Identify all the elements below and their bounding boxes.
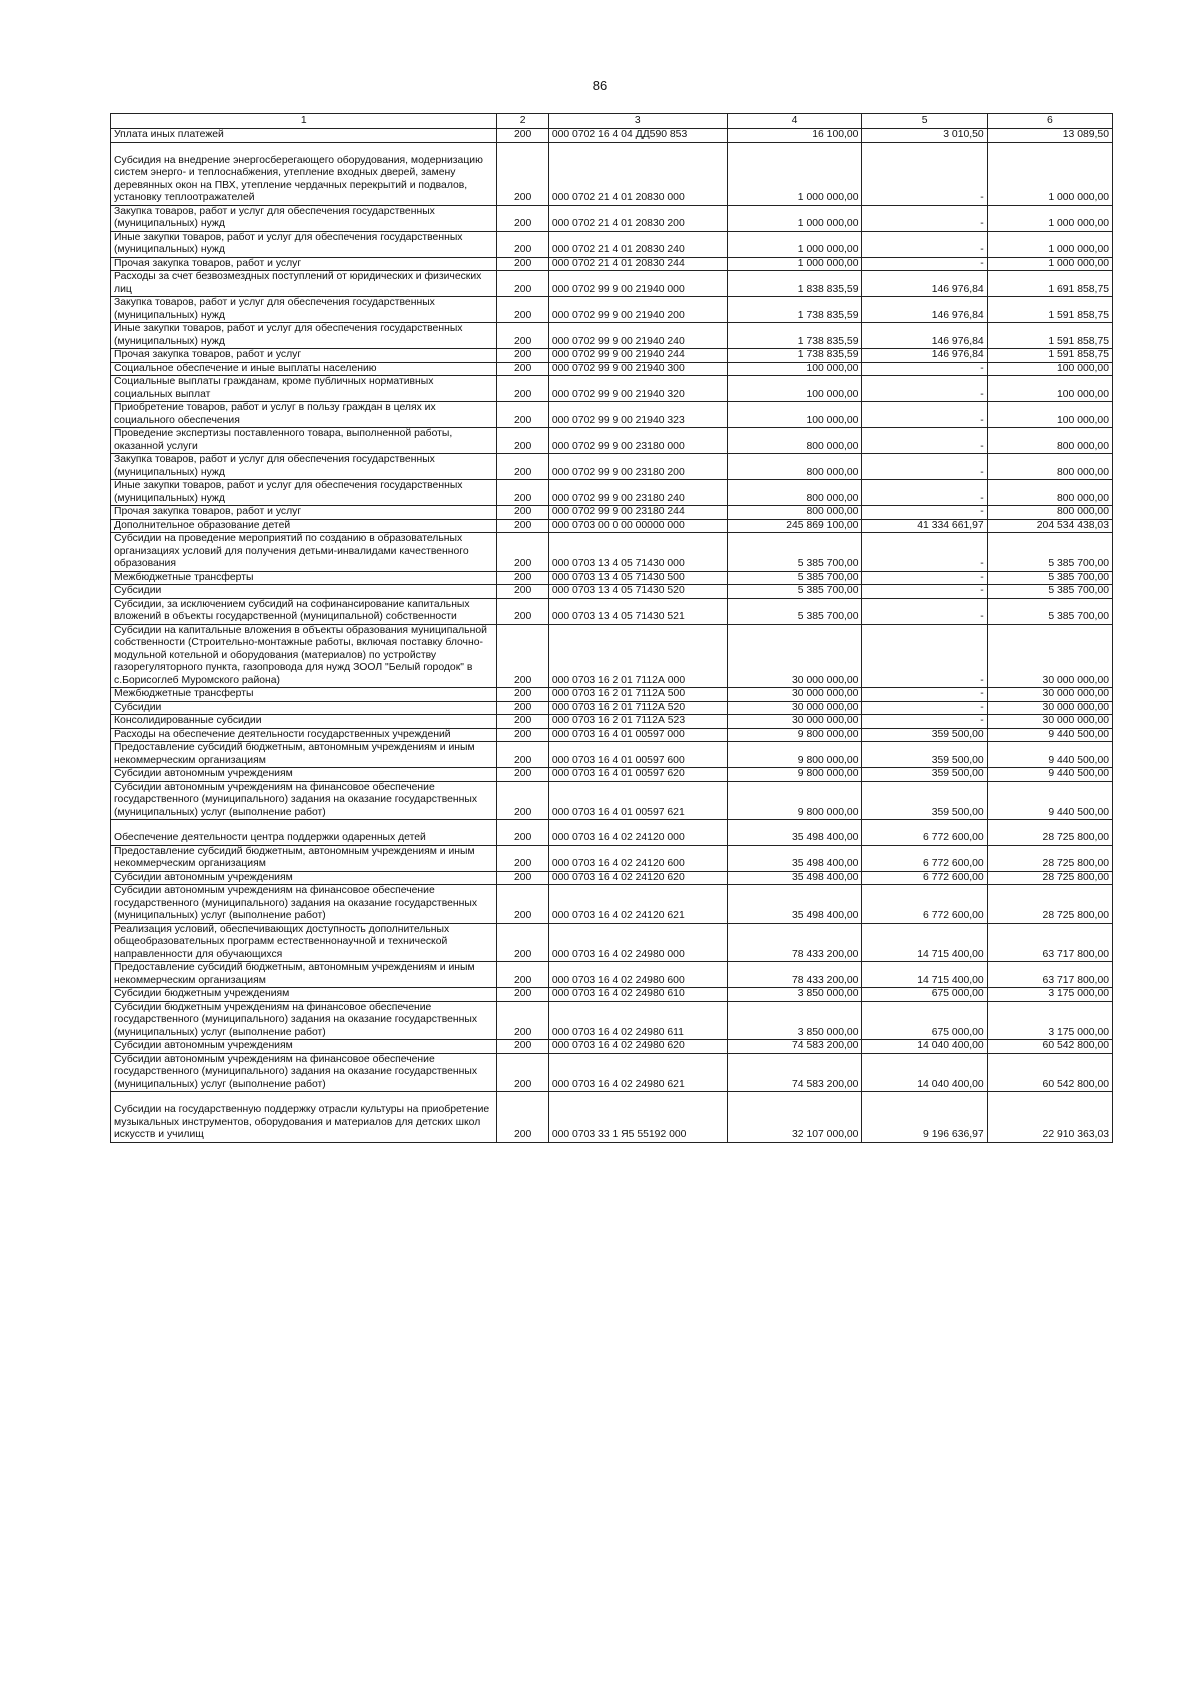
row-approved: 245 869 100,00 [727, 519, 862, 533]
row-admin-code: 200 [497, 962, 548, 988]
row-approved: 9 800 000,00 [727, 781, 862, 820]
row-remaining: 1 591 858,75 [987, 297, 1112, 323]
row-remaining: 5 385 700,00 [987, 571, 1112, 585]
row-admin-code: 200 [497, 142, 548, 205]
table-row [111, 480, 1113, 506]
row-name: Субсидии на государственную поддержку отрасли культуры на приобретение музыкальных инструментов, оборудования и материалов для детских школ искусств и училищ [111, 1092, 497, 1143]
row-budget-code: 000 0703 13 4 05 71430 000 [548, 533, 727, 572]
table-row [111, 231, 1113, 257]
row-approved: 1 738 835,59 [727, 323, 862, 349]
row-approved: 30 000 000,00 [727, 715, 862, 729]
row-executed: - [862, 480, 987, 506]
table-row [111, 701, 1113, 715]
row-remaining: 30 000 000,00 [987, 624, 1112, 688]
row-admin-code: 200 [497, 585, 548, 599]
row-remaining: 5 385 700,00 [987, 533, 1112, 572]
table-row [111, 820, 1113, 846]
row-admin-code: 200 [497, 257, 548, 271]
table-row [111, 297, 1113, 323]
row-approved: 35 498 400,00 [727, 820, 862, 846]
table-row [111, 271, 1113, 297]
table-row [111, 376, 1113, 402]
row-executed: - [862, 533, 987, 572]
row-remaining: 28 725 800,00 [987, 885, 1112, 924]
row-executed: 6 772 600,00 [862, 820, 987, 846]
header-col-2: 2 [497, 114, 548, 129]
row-executed: - [862, 598, 987, 624]
row-admin-code: 200 [497, 624, 548, 688]
row-budget-code: 000 0703 16 4 02 24980 000 [548, 923, 727, 962]
row-admin-code: 200 [497, 519, 548, 533]
table-row [111, 962, 1113, 988]
table-row [111, 506, 1113, 520]
row-name: Субсидии автономным учреждениям [111, 768, 497, 782]
row-name: Субсидии автономным учреждениям на финансовое обеспечение государственного (муниципального) задания на оказание государственных (муниципальных) услуг (выполнение работ) [111, 885, 497, 924]
row-budget-code: 000 0702 21 4 01 20830 000 [548, 142, 727, 205]
row-admin-code: 200 [497, 688, 548, 702]
row-remaining: 1 591 858,75 [987, 323, 1112, 349]
table-row [111, 768, 1113, 782]
row-name: Реализация условий, обеспечивающих доступность дополнительных общеобразовательных программ естественнонаучной и технической направленности для обучающихся [111, 923, 497, 962]
row-budget-code: 000 0703 16 4 01 00597 621 [548, 781, 727, 820]
row-name: Прочая закупка товаров, работ и услуг [111, 349, 497, 363]
row-admin-code: 200 [497, 402, 548, 428]
row-admin-code: 200 [497, 323, 548, 349]
row-budget-code: 000 0703 13 4 05 71430 500 [548, 571, 727, 585]
row-remaining: 30 000 000,00 [987, 701, 1112, 715]
row-admin-code: 200 [497, 506, 548, 520]
row-remaining: 9 440 500,00 [987, 781, 1112, 820]
table-row [111, 715, 1113, 729]
row-name: Социальные выплаты гражданам, кроме публичных нормативных социальных выплат [111, 376, 497, 402]
row-budget-code: 000 0703 16 4 02 24120 621 [548, 885, 727, 924]
row-remaining: 3 175 000,00 [987, 988, 1112, 1002]
row-remaining: 800 000,00 [987, 454, 1112, 480]
table-row [111, 885, 1113, 924]
row-budget-code: 000 0703 16 2 01 7112А 523 [548, 715, 727, 729]
row-name: Дополнительное образование детей [111, 519, 497, 533]
row-approved: 74 583 200,00 [727, 1040, 862, 1054]
row-executed: - [862, 624, 987, 688]
table-row [111, 1092, 1113, 1143]
row-remaining: 1 000 000,00 [987, 257, 1112, 271]
row-admin-code: 200 [497, 480, 548, 506]
row-name: Межбюджетные трансферты [111, 571, 497, 585]
row-executed: - [862, 257, 987, 271]
row-budget-code: 000 0702 16 4 04 ДД590 853 [548, 129, 727, 143]
row-budget-code: 000 0703 16 4 02 24980 611 [548, 1001, 727, 1040]
row-approved: 35 498 400,00 [727, 871, 862, 885]
row-admin-code: 200 [497, 129, 548, 143]
row-name: Предоставление субсидий бюджетным, автономным учреждениям и иным некоммерческим организациям [111, 742, 497, 768]
table-row [111, 257, 1113, 271]
row-approved: 35 498 400,00 [727, 885, 862, 924]
table-row [111, 845, 1113, 871]
row-admin-code: 200 [497, 885, 548, 924]
row-name: Субсидии автономным учреждениям [111, 871, 497, 885]
row-remaining: 800 000,00 [987, 480, 1112, 506]
row-remaining: 204 534 438,03 [987, 519, 1112, 533]
row-remaining: 9 440 500,00 [987, 768, 1112, 782]
row-budget-code: 000 0703 33 1 Я5 55192 000 [548, 1092, 727, 1143]
row-name: Консолидированные субсидии [111, 715, 497, 729]
row-name: Межбюджетные трансферты [111, 688, 497, 702]
row-admin-code: 200 [497, 820, 548, 846]
row-budget-code: 000 0702 99 9 00 21940 200 [548, 297, 727, 323]
row-approved: 74 583 200,00 [727, 1053, 862, 1092]
row-executed: 146 976,84 [862, 297, 987, 323]
row-approved: 800 000,00 [727, 428, 862, 454]
table-row [111, 742, 1113, 768]
row-remaining: 1 000 000,00 [987, 142, 1112, 205]
row-approved: 1 738 835,59 [727, 349, 862, 363]
row-admin-code: 200 [497, 781, 548, 820]
table-row [111, 871, 1113, 885]
row-executed: - [862, 231, 987, 257]
row-remaining: 22 910 363,03 [987, 1092, 1112, 1143]
table-row [111, 454, 1113, 480]
row-approved: 800 000,00 [727, 506, 862, 520]
row-budget-code: 000 0702 99 9 00 23180 200 [548, 454, 727, 480]
row-approved: 100 000,00 [727, 376, 862, 402]
row-remaining: 3 175 000,00 [987, 1001, 1112, 1040]
row-executed: 14 040 400,00 [862, 1040, 987, 1054]
row-admin-code: 200 [497, 362, 548, 376]
row-budget-code: 000 0702 99 9 00 21940 320 [548, 376, 727, 402]
row-executed: 6 772 600,00 [862, 845, 987, 871]
header-row [111, 114, 1113, 129]
row-remaining: 100 000,00 [987, 402, 1112, 428]
row-executed: - [862, 402, 987, 428]
row-budget-code: 000 0703 16 4 01 00597 620 [548, 768, 727, 782]
row-name: Субсидии автономным учреждениям на финансовое обеспечение государственного (муниципального) задания на оказание государственных (муниципальных) услуг (выполнение работ) [111, 781, 497, 820]
row-name: Субсидии, за исключением субсидий на софинансирование капитальных вложений в объекты государственной (муниципальной) собственности [111, 598, 497, 624]
row-remaining: 63 717 800,00 [987, 923, 1112, 962]
row-approved: 78 433 200,00 [727, 962, 862, 988]
row-remaining: 5 385 700,00 [987, 585, 1112, 599]
header-col-1: 1 [111, 114, 497, 129]
row-approved: 30 000 000,00 [727, 701, 862, 715]
row-name: Приобретение товаров, работ и услуг в пользу граждан в целях их социального обеспечения [111, 402, 497, 428]
row-approved: 3 850 000,00 [727, 1001, 862, 1040]
row-approved: 1 738 835,59 [727, 297, 862, 323]
row-remaining: 1 591 858,75 [987, 349, 1112, 363]
row-approved: 5 385 700,00 [727, 571, 862, 585]
row-admin-code: 200 [497, 454, 548, 480]
row-budget-code: 000 0703 16 4 01 00597 600 [548, 742, 727, 768]
row-remaining: 1 000 000,00 [987, 205, 1112, 231]
row-name: Закупка товаров, работ и услуг для обеспечения государственных (муниципальных) нужд [111, 297, 497, 323]
table-row [111, 362, 1113, 376]
row-remaining: 30 000 000,00 [987, 688, 1112, 702]
row-remaining: 63 717 800,00 [987, 962, 1112, 988]
row-budget-code: 000 0703 16 2 01 7112А 520 [548, 701, 727, 715]
row-remaining: 800 000,00 [987, 428, 1112, 454]
row-budget-code: 000 0703 16 2 01 7112А 500 [548, 688, 727, 702]
row-admin-code: 200 [497, 231, 548, 257]
row-name: Прочая закупка товаров, работ и услуг [111, 257, 497, 271]
row-budget-code: 000 0703 13 4 05 71430 520 [548, 585, 727, 599]
row-admin-code: 200 [497, 988, 548, 1002]
row-executed: 359 500,00 [862, 742, 987, 768]
row-name: Субсидии автономным учреждениям [111, 1040, 497, 1054]
row-executed: - [862, 688, 987, 702]
row-admin-code: 200 [497, 871, 548, 885]
row-remaining: 28 725 800,00 [987, 871, 1112, 885]
row-executed: 14 040 400,00 [862, 1053, 987, 1092]
row-admin-code: 200 [497, 728, 548, 742]
row-admin-code: 200 [497, 428, 548, 454]
row-name: Закупка товаров, работ и услуг для обеспечения государственных (муниципальных) нужд [111, 454, 497, 480]
row-executed: 146 976,84 [862, 323, 987, 349]
table-row [111, 533, 1113, 572]
row-name: Расходы за счет безвозмездных поступлений от юридических и физических лиц [111, 271, 497, 297]
row-name: Предоставление субсидий бюджетным, автономным учреждениям и иным некоммерческим организациям [111, 845, 497, 871]
row-remaining: 1 000 000,00 [987, 231, 1112, 257]
row-executed: 3 010,50 [862, 129, 987, 143]
table-row [111, 205, 1113, 231]
row-admin-code: 200 [497, 271, 548, 297]
row-remaining: 800 000,00 [987, 506, 1112, 520]
row-approved: 30 000 000,00 [727, 624, 862, 688]
header-col-3: 3 [548, 114, 727, 129]
row-admin-code: 200 [497, 1040, 548, 1054]
row-budget-code: 000 0703 00 0 00 00000 000 [548, 519, 727, 533]
row-name: Субсидии [111, 585, 497, 599]
row-admin-code: 200 [497, 571, 548, 585]
row-name: Прочая закупка товаров, работ и услуг [111, 506, 497, 520]
row-name: Субсидии [111, 701, 497, 715]
row-executed: - [862, 205, 987, 231]
row-executed: 14 715 400,00 [862, 923, 987, 962]
row-budget-code: 000 0703 16 4 02 24980 600 [548, 962, 727, 988]
row-name: Обеспечение деятельности центра поддержки одаренных детей [111, 820, 497, 846]
row-executed: 9 196 636,97 [862, 1092, 987, 1143]
row-name: Иные закупки товаров, работ и услуг для обеспечения государственных (муниципальных) нужд [111, 480, 497, 506]
row-admin-code: 200 [497, 533, 548, 572]
row-remaining: 5 385 700,00 [987, 598, 1112, 624]
row-admin-code: 200 [497, 845, 548, 871]
row-name: Предоставление субсидий бюджетным, автономным учреждениям и иным некоммерческим организациям [111, 962, 497, 988]
table-row [111, 781, 1113, 820]
row-budget-code: 000 0702 21 4 01 20830 200 [548, 205, 727, 231]
row-approved: 9 800 000,00 [727, 728, 862, 742]
row-remaining: 100 000,00 [987, 376, 1112, 402]
row-admin-code: 200 [497, 923, 548, 962]
table-row [111, 585, 1113, 599]
row-budget-code: 000 0702 99 9 00 23180 000 [548, 428, 727, 454]
row-approved: 3 850 000,00 [727, 988, 862, 1002]
row-budget-code: 000 0703 16 4 02 24980 610 [548, 988, 727, 1002]
row-executed: 359 500,00 [862, 768, 987, 782]
row-budget-code: 000 0703 16 2 01 7112А 000 [548, 624, 727, 688]
row-executed: 14 715 400,00 [862, 962, 987, 988]
row-approved: 1 000 000,00 [727, 205, 862, 231]
row-approved: 16 100,00 [727, 129, 862, 143]
row-executed: - [862, 585, 987, 599]
row-budget-code: 000 0702 99 9 00 21940 300 [548, 362, 727, 376]
table-row [111, 571, 1113, 585]
row-budget-code: 000 0703 16 4 01 00597 000 [548, 728, 727, 742]
row-approved: 32 107 000,00 [727, 1092, 862, 1143]
row-name: Субсидии автономным учреждениям на финансовое обеспечение государственного (муниципального) задания на оказание государственных (муниципальных) услуг (выполнение работ) [111, 1053, 497, 1092]
row-executed: - [862, 428, 987, 454]
row-name: Закупка товаров, работ и услуг для обеспечения государственных (муниципальных) нужд [111, 205, 497, 231]
header-col-6: 6 [987, 114, 1112, 129]
row-approved: 5 385 700,00 [727, 598, 862, 624]
row-admin-code: 200 [497, 768, 548, 782]
row-budget-code: 000 0703 16 4 02 24980 621 [548, 1053, 727, 1092]
row-admin-code: 200 [497, 715, 548, 729]
header-col-4: 4 [727, 114, 862, 129]
row-executed: 6 772 600,00 [862, 871, 987, 885]
row-remaining: 28 725 800,00 [987, 820, 1112, 846]
row-budget-code: 000 0702 21 4 01 20830 240 [548, 231, 727, 257]
row-approved: 9 800 000,00 [727, 742, 862, 768]
row-budget-code: 000 0703 16 4 02 24120 000 [548, 820, 727, 846]
row-executed: - [862, 142, 987, 205]
row-approved: 100 000,00 [727, 402, 862, 428]
row-admin-code: 200 [497, 1053, 548, 1092]
row-executed: - [862, 376, 987, 402]
row-admin-code: 200 [497, 1001, 548, 1040]
row-admin-code: 200 [497, 205, 548, 231]
row-budget-code: 000 0702 99 9 00 23180 240 [548, 480, 727, 506]
page-number: 86 [592, 78, 608, 93]
row-executed: - [862, 701, 987, 715]
row-budget-code: 000 0702 21 4 01 20830 244 [548, 257, 727, 271]
row-remaining: 13 089,50 [987, 129, 1112, 143]
row-executed: - [862, 506, 987, 520]
row-approved: 800 000,00 [727, 480, 862, 506]
row-executed: 675 000,00 [862, 1001, 987, 1040]
row-remaining: 28 725 800,00 [987, 845, 1112, 871]
table-row [111, 728, 1113, 742]
row-remaining: 9 440 500,00 [987, 728, 1112, 742]
row-admin-code: 200 [497, 297, 548, 323]
row-admin-code: 200 [497, 598, 548, 624]
header-col-5: 5 [862, 114, 987, 129]
row-executed: - [862, 715, 987, 729]
row-executed: 41 334 661,97 [862, 519, 987, 533]
row-approved: 100 000,00 [727, 362, 862, 376]
table-row [111, 1040, 1113, 1054]
row-budget-code: 000 0703 16 4 02 24980 620 [548, 1040, 727, 1054]
row-name: Субсидия на внедрение энергосберегающего оборудования, модернизацию систем энерго- и теплоснабжения, утепление входных дверей, замену деревянных окон на ПВХ, утепление чердачных перекрытий и подвалов, установку теплоотражателей [111, 142, 497, 205]
row-approved: 1 000 000,00 [727, 142, 862, 205]
table-row [111, 1001, 1113, 1040]
row-name: Субсидии на капитальные вложения в объекты образования муниципальной собственности (Строительно-монтажные работы, включая поставку блочно-модульной котельной и оборудования (материалов) по устройству газорегуляторного пункта, газопровода для нужд ЗООЛ "Белый городок" в с.Борисоглеб Муромского района) [111, 624, 497, 688]
row-admin-code: 200 [497, 1092, 548, 1143]
row-remaining: 60 542 800,00 [987, 1040, 1112, 1054]
row-budget-code: 000 0702 99 9 00 21940 244 [548, 349, 727, 363]
row-budget-code: 000 0702 99 9 00 23180 244 [548, 506, 727, 520]
table-row [111, 349, 1113, 363]
row-approved: 35 498 400,00 [727, 845, 862, 871]
row-name: Уплата иных платежей [111, 129, 497, 143]
row-remaining: 9 440 500,00 [987, 742, 1112, 768]
row-executed: - [862, 454, 987, 480]
row-executed: 359 500,00 [862, 728, 987, 742]
table-row [111, 688, 1113, 702]
table-row [111, 323, 1113, 349]
row-admin-code: 200 [497, 376, 548, 402]
row-executed: - [862, 362, 987, 376]
row-budget-code: 000 0703 16 4 02 24120 620 [548, 871, 727, 885]
row-name: Субсидии бюджетным учреждениям [111, 988, 497, 1002]
row-remaining: 60 542 800,00 [987, 1053, 1112, 1092]
table-row [111, 519, 1113, 533]
table-row [111, 923, 1113, 962]
row-budget-code: 000 0703 16 4 02 24120 600 [548, 845, 727, 871]
table-row [111, 142, 1113, 205]
row-name: Расходы на обеспечение деятельности государственных учреждений [111, 728, 497, 742]
row-approved: 9 800 000,00 [727, 768, 862, 782]
table-row [111, 428, 1113, 454]
row-executed: 675 000,00 [862, 988, 987, 1002]
row-approved: 1 000 000,00 [727, 257, 862, 271]
row-name: Проведение экспертизы поставленного товара, выполненной работы, оказанной услуги [111, 428, 497, 454]
row-remaining: 1 691 858,75 [987, 271, 1112, 297]
row-admin-code: 200 [497, 701, 548, 715]
row-executed: 6 772 600,00 [862, 885, 987, 924]
row-approved: 1 838 835,59 [727, 271, 862, 297]
row-approved: 800 000,00 [727, 454, 862, 480]
row-remaining: 100 000,00 [987, 362, 1112, 376]
row-approved: 5 385 700,00 [727, 585, 862, 599]
table-row [111, 598, 1113, 624]
row-budget-code: 000 0702 99 9 00 21940 000 [548, 271, 727, 297]
row-approved: 78 433 200,00 [727, 923, 862, 962]
table-row [111, 129, 1113, 143]
row-budget-code: 000 0702 99 9 00 21940 240 [548, 323, 727, 349]
row-name: Субсидии бюджетным учреждениям на финансовое обеспечение государственного (муниципального) задания на оказание государственных (муниципальных) услуг (выполнение работ) [111, 1001, 497, 1040]
row-approved: 1 000 000,00 [727, 231, 862, 257]
table-row [111, 624, 1113, 688]
table-row [111, 1053, 1113, 1092]
table-row [111, 988, 1113, 1002]
row-budget-code: 000 0702 99 9 00 21940 323 [548, 402, 727, 428]
row-executed: 146 976,84 [862, 271, 987, 297]
row-approved: 5 385 700,00 [727, 533, 862, 572]
row-name: Социальное обеспечение и иные выплаты населению [111, 362, 497, 376]
table-row [111, 402, 1113, 428]
row-admin-code: 200 [497, 349, 548, 363]
row-budget-code: 000 0703 13 4 05 71430 521 [548, 598, 727, 624]
row-executed: 359 500,00 [862, 781, 987, 820]
row-remaining: 30 000 000,00 [987, 715, 1112, 729]
budget-table [110, 113, 1113, 1143]
row-executed: - [862, 571, 987, 585]
row-approved: 30 000 000,00 [727, 688, 862, 702]
row-executed: 146 976,84 [862, 349, 987, 363]
row-admin-code: 200 [497, 742, 548, 768]
row-name: Субсидии на проведение мероприятий по созданию в образовательных организациях условий для получения детьми-инвалидами качественного образования [111, 533, 497, 572]
row-name: Иные закупки товаров, работ и услуг для обеспечения государственных (муниципальных) нужд [111, 323, 497, 349]
row-name: Иные закупки товаров, работ и услуг для обеспечения государственных (муниципальных) нужд [111, 231, 497, 257]
